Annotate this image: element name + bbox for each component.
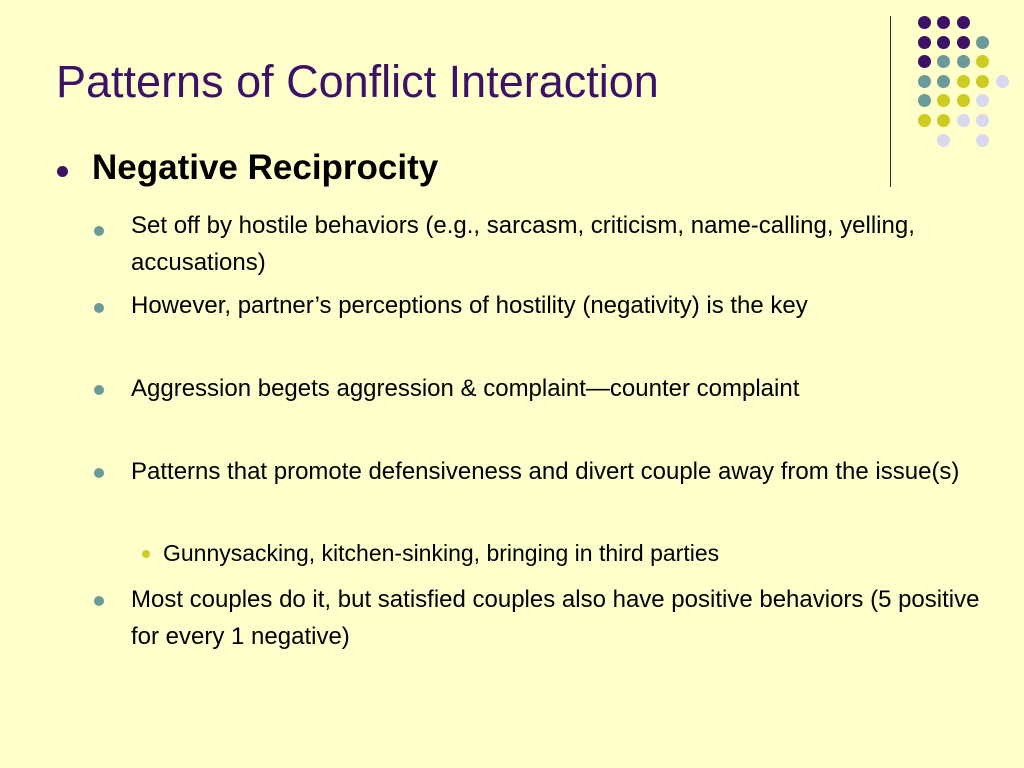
sub-bullet-item: Gunnysacking, kitchen-sinking, bringing in third parties <box>163 540 720 566</box>
bullet-item: Patterns that promote defensiveness and divert couple away from the issue(s) <box>131 458 960 485</box>
bullet-icon <box>94 226 104 236</box>
bullet-icon <box>94 596 104 606</box>
bullet-icon <box>94 385 104 395</box>
bullet-icon <box>94 303 104 313</box>
bullet-icon <box>94 468 104 478</box>
bullet-icon <box>57 166 68 177</box>
bullet-item: Set off by hostile behaviors (e.g., sarcasm, criticism, name-calling, yelling, accusations) <box>131 212 915 276</box>
heading-negative-reciprocity: Negative Reciprocity <box>92 148 439 187</box>
bullet-item: Most couples do it, but satisfied couples also have positive behaviors (5 positive for every 1 negative) <box>131 586 980 650</box>
bullet-item: However, partner’s perceptions of hostility (negativity) is the key <box>131 292 808 319</box>
slide-title: Patterns of Conflict Interaction <box>56 56 659 107</box>
sub-bullet-icon <box>142 550 150 558</box>
bullet-item: Aggression begets aggression & complaint—counter complaint <box>131 375 800 402</box>
